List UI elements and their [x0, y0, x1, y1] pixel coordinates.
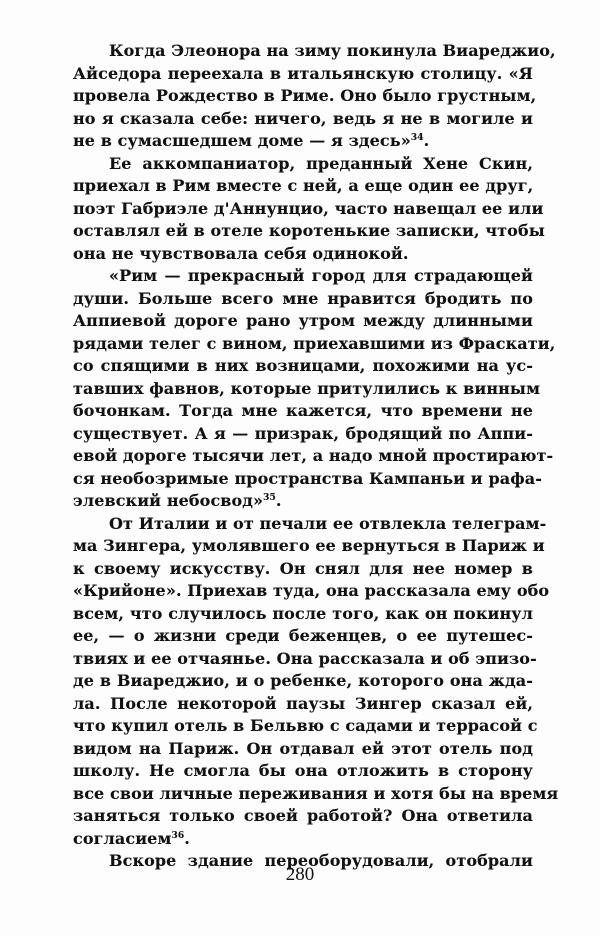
- text-line: согласием$^{36}$.: [73, 828, 190, 848]
- text-line: души. Больше всего мне нравится бродить по: [73, 288, 533, 308]
- text-line: тавших фавнов, которые притулились к винным: [73, 378, 541, 398]
- text-line: рядами телег с вином, приехавшими из Фраскати,: [73, 333, 556, 353]
- text-line: но я сказала себе: ничего, ведь я не в могиле и: [73, 108, 533, 128]
- text-line: Аппиевой дороге рано утром между длинными: [73, 311, 533, 330]
- text-line: заняться только своей работой? Она ответила: [73, 806, 533, 825]
- text-line: провела Рождество в Риме. Оно было грустным,: [73, 86, 537, 105]
- text-line: «Рим — прекрасный город для страдающей: [109, 266, 533, 285]
- text-line: Айседора переехала в итальянскую столицу. «Я: [73, 63, 533, 83]
- text-line: со спящими в них возницами, похожими на ус-: [73, 356, 533, 375]
- text-line: видом на Париж. Он отдавал ей этот отель под: [73, 738, 533, 758]
- text-line: школу. Не смогла бы она отложить в сторону: [73, 761, 533, 780]
- text-line: приехал в Рим вместе с ней, а еще один ее друг,: [73, 176, 534, 195]
- footnote-ref: 36: [171, 830, 185, 841]
- text-line: существует. А я — призрак, бродящий по Аппи-: [73, 423, 533, 443]
- text-line: к своему искусству. Он снял для нее номер в: [73, 558, 533, 578]
- paragraph: [73, 40, 556, 153]
- text-line: де в Виареджио, и о ребенке, которого она жда-: [73, 671, 533, 690]
- text-line: Ее аккомпаниатор, преданный Хене Скин,: [109, 153, 533, 173]
- text-line: От Италии и от печали ее отвлекла телеграм-: [109, 513, 547, 533]
- text-line: всем, что случилось после того, как он покинул: [73, 603, 533, 623]
- text-line: ма Зингера, умолявшего ее вернуться в Париж и: [73, 536, 545, 555]
- text-line: ла. После некоторой паузы Зингер сказал ей,: [73, 693, 533, 713]
- text-line: она не чувствовала себя одинокой.: [73, 243, 409, 263]
- text-line: поэт Габриэле д'Аннунцио, часто навещал ее или: [73, 198, 544, 218]
- text-line: что купил отель в Бельвю с садами и террасой с: [73, 716, 538, 735]
- text-line: все свои личные переживания и хотя бы на время: [73, 783, 559, 803]
- paragraph: [73, 265, 556, 513]
- text-line: твиях и ее отчаянье. Она рассказала и об эпизо-: [73, 648, 537, 668]
- text-line: оставлял ей в отеле коротенькие записки, чтобы: [73, 221, 545, 240]
- text-line: Вскоре здание переоборудовали, отобрали: [109, 851, 533, 870]
- footnote-ref: 34: [410, 133, 424, 143]
- page-number: 280: [285, 864, 315, 885]
- text-line: «Крийоне». Приехав туда, она рассказала ему обо: [73, 581, 550, 600]
- text-line: Когда Элеонора на зиму покинула Виареджио,: [109, 41, 556, 60]
- text-line: ся необозримые пространства Кампаньи и рафа-: [73, 468, 542, 488]
- text-line: не в сумасшедшем доме — я здесь»$^{34}$.: [73, 131, 430, 150]
- body-text: [73, 40, 559, 873]
- text-line: бочонкам. Тогда мне кажется, что времени не: [73, 401, 533, 420]
- footnote-ref: 35: [263, 493, 276, 503]
- text-line: элевский небосвод»$^{35}$.: [73, 491, 282, 510]
- text-line: евой дороге тысячи лет, а надо мной простирают-: [73, 446, 554, 465]
- text-line: ее, — о жизни среди беженцев, о ее путешес-: [73, 626, 533, 645]
- paragraph: [73, 513, 559, 851]
- paragraph: [73, 153, 545, 266]
